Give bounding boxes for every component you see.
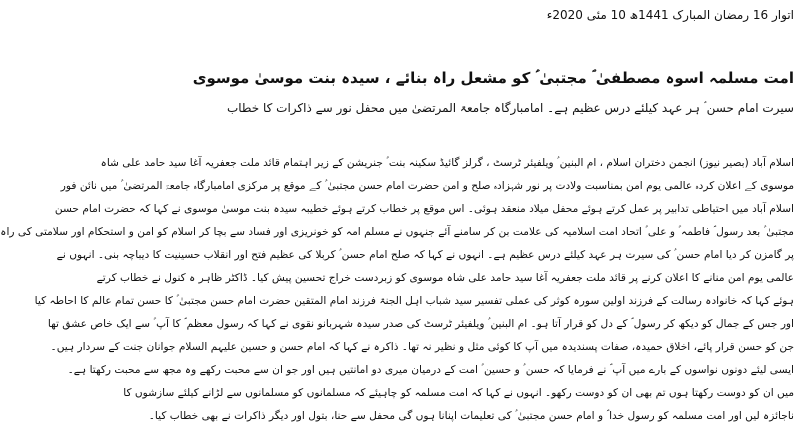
article-line: پر گامزن کر دیا امام حسن ؑ کی سیرت ہر عہد کیلئے درس عظیم ہے۔ انہوں نے کہا کہ صلح امام حسن ؑ کربلا کی عظیم فتح اور انقلاب حسینیت کا دیباچہ بنی۔ انہوں نے	[56, 249, 794, 261]
article-line: میں ان کو دوست رکھتا ہوں تم بھی ان کو دوست رکھو۔ انہوں نے کہا کہ امت مسلمہ کو چاہیئے کہ مسلمانوں کو مسلمانوں سے لڑانے کیلئے سازشوں کا	[123, 387, 794, 399]
dateline: اتوار 16 رمضان المبارک 1441ھ 10 مئی 2020ء	[546, 8, 794, 22]
subheadline: سیرت امام حسن ؑ ہر عہد کیلئے درس عظیم ہے۔ امامبارگاہ جامعۃ المرتضیٰ میں محفل نور سے ذاکرات کا خطاب	[226, 101, 794, 115]
article-line: ناجائزہ لیں اور امت مسلمہ کو رسول خدا ؐ و امام حسن مجتبیٰ ؑ کی تعلیمات اپنانا ہوں گی محفل سے حنا، بتول اور دیگر ذاکرات نے بھی خطاب کیا۔	[148, 410, 794, 422]
article-line: عالمی یوم امن منانے کا اعلان کرنے پر قائد ملت جعفریہ آغا سید حامد علی شاہ موسوی کو زبردست خراج تحسین پیش کیا۔ ڈاکٹر ظاہر ہ کنول نے خطاب کرتے	[96, 272, 794, 284]
article-line: موسوی کے اعلان کردہ عالمی یوم امن بمناسبت ولادت پر نور شہزادہ صلح و امن حضرت امام حسن مجتبیٰ ؑ کے موقع پر مرکزی امامبارگاہ جامعۃ المرتضیٰ ؑ میں نائن فور	[60, 180, 794, 192]
article-line: اور جس کے جمال کو دیکھ کر رسول ؐ کے دل کو قرار آتا ہو۔ ام البنین ؑ ویلفیئر ٹرسٹ کی صدر سیدہ شہربانو نقوی نے کہا کہ رسول معظم ؐ کا آپ ؑ سے ایک خاص عشق تھا	[47, 318, 794, 330]
article-body	[0, 152, 794, 428]
article-line: اسلام آباد (بصیر نیوز) انجمن دختران اسلام ، ام البنین ؑ ویلفیئر ٹرسٹ ، گرلز گائیڈ سکینہ بنت ؑ جنریشن کے زیر اہتمام قائد ملت جعفریہ آغا سید حامد علی شاہ	[100, 157, 794, 169]
article-line: اسلام آباد میں احتیاطی تدابیر پر عمل کرتے ہوئے محفل میلاد منعقد ہوئی۔ اس موقع پر خطاب کرتے ہوئے خطیبہ سیدہ بنت موسیٰ موسوی نے کہا کہ حضرت امام حسن	[54, 203, 794, 215]
article-line: جن کو حسن قرار پائے، اخلاق حمیدہ، صفات پسندیدہ میں آپ کا کوئی مثل و نظیر نہ تھا۔ ذاکرہ نے کہا کہ امام حسن و حسین علیہم السلام جوانان جنت کے سردار ہیں۔	[50, 341, 794, 353]
article-line: ہوئے کہا کہ خانوادہ رسالت کے فرزند اولین سورہ کوثر کی عملی تفسیر سید شباب اہل الجنۃ فرزند امام المتقین حضرت امام حسن مجتبیٰ ؑ کا حسن تمام عالم کا احاطہ کیا	[34, 295, 794, 307]
article-line: ایسی لیئے دونوں نواسوں کے بارے میں آپ ؐ نے فرمایا کہ حسن ؑ و حسین ؑ امت کے درمیان میری دو امانتیں ہیں اور جو ان سے محبت رکھے وہ مجھ سے محبت رکھتا ہے۔	[67, 364, 794, 376]
article-line: مجتبیٰ ؑ بعد رسول ؐ فاطمہ ؑ و علی ؑ اتحاد امت اسلامیہ کی علامت بن کر سامنے آئے جنہوں نے مسلم امہ کو خونریزی اور فساد سے بچا کر اسلام کو امن و استحکام اور سلامتی کی راہ	[0, 226, 794, 238]
headline: امت مسلمہ اسوہ مصطفیٰ ؐ مجتبیٰ ؑ کو مشعل راہ بنائے ، سیدہ بنت موسیٰ موسوی	[192, 69, 794, 87]
